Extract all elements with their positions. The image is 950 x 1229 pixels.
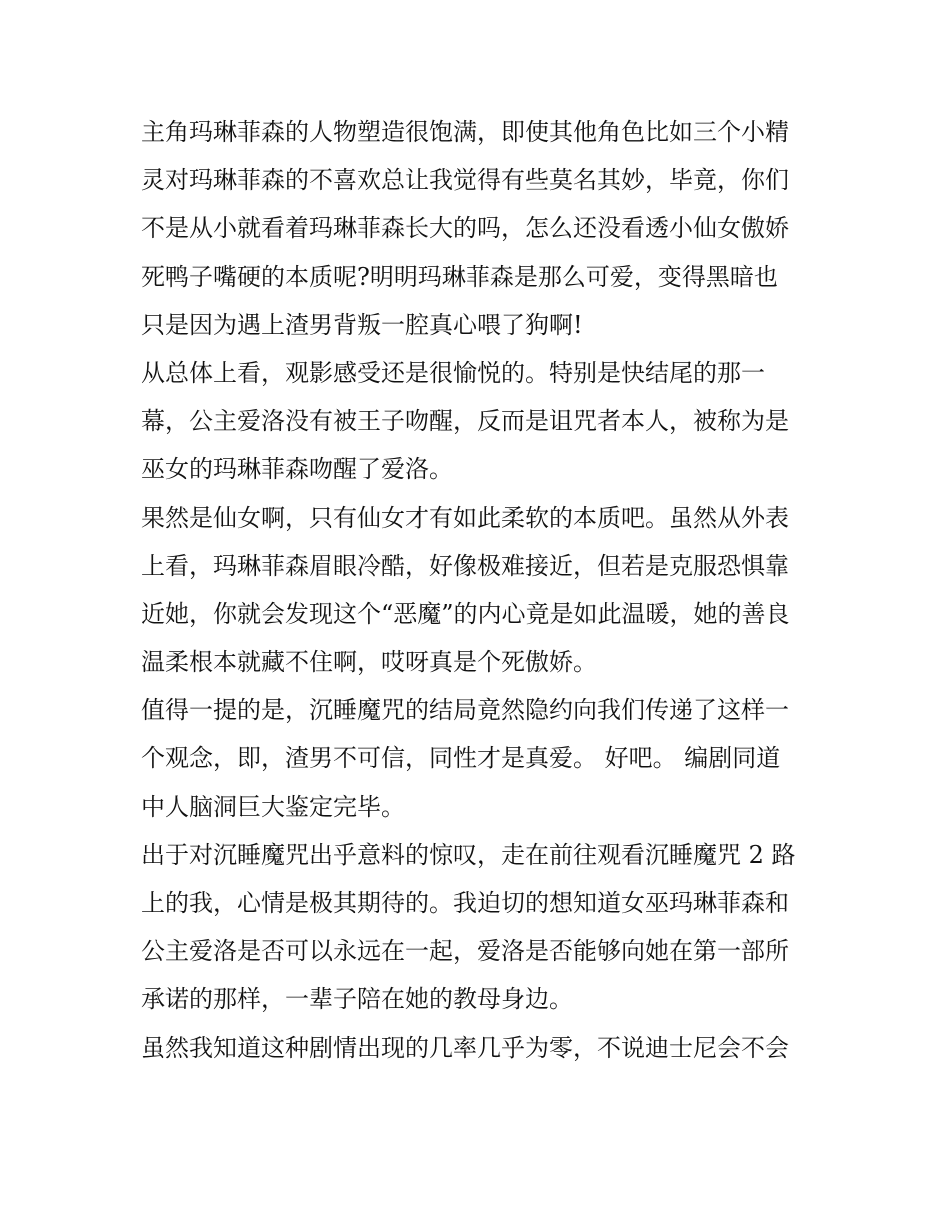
text-line: 从总体上看，观影感受还是很愉悦的。特别是快结尾的那一 (141, 358, 765, 387)
text-line: 果然是仙女啊，只有仙女才有如此柔软的本质吧。虽然从外表 (141, 503, 789, 532)
text-line: 上的我，心情是极其期待的。我迫切的想知道女巫玛琳菲森和 (141, 889, 789, 917)
text-line: 承诺的那样，一辈子陪在她的教母身边。 (141, 985, 573, 1014)
text-line: 个观念，即，渣男不可信，同性才是真爱。 好吧。 编剧同道 (141, 744, 781, 773)
text-line: 只是因为遇上渣男背叛一腔真心喂了狗啊! (141, 310, 583, 339)
text-line: 虽然我知道这种剧情出现的几率几乎为零，不说迪士尼会不会 (141, 1033, 789, 1062)
text-line: 幕，公主爱洛没有被王子吻醒，反而是诅咒者本人，被称为是 (141, 407, 789, 436)
text-line: 不是从小就看着玛琳菲森长大的吗，怎么还没看透小仙女傲娇 (141, 214, 789, 243)
text-line: 值得一提的是，沉睡魔咒的结局竟然隐约向我们传递了这样一 (141, 696, 789, 725)
text-line: 灵对玛琳菲森的不喜欢总让我觉得有些莫名其妙，毕竟，你们 (141, 166, 789, 195)
text-line: 近她，你就会发现这个“恶魔”的内心竟是如此温暖，她的善良 (141, 599, 790, 628)
text-line: 公主爱洛是否可以永远在一起，爱洛是否能够向她在第一部所 (141, 937, 789, 966)
text-line: 主角玛琳菲森的人物塑造很饱满，即使其他角色比如三个小精 (141, 118, 789, 146)
text-line: 死鸭子嘴硬的本质呢?明明玛琳菲森是那么可爱，变得黑暗也 (141, 262, 778, 291)
text-line: 巫女的玛琳菲森吻醒了爱洛。 (141, 455, 453, 484)
text-line: 出于对沉睡魔咒出乎意料的惊叹，走在前往观看沉睡魔咒 2 路 (141, 840, 796, 869)
text-line: 上看，玛琳菲森眉眼冷酷，好像极难接近，但若是克服恐惧靠 (141, 551, 789, 580)
text-line: 中人脑洞巨大鉴定完毕。 (141, 792, 405, 821)
document-body (141, 108, 816, 1072)
text-line: 温柔根本就藏不住啊，哎呀真是个死傲娇。 (141, 648, 597, 677)
